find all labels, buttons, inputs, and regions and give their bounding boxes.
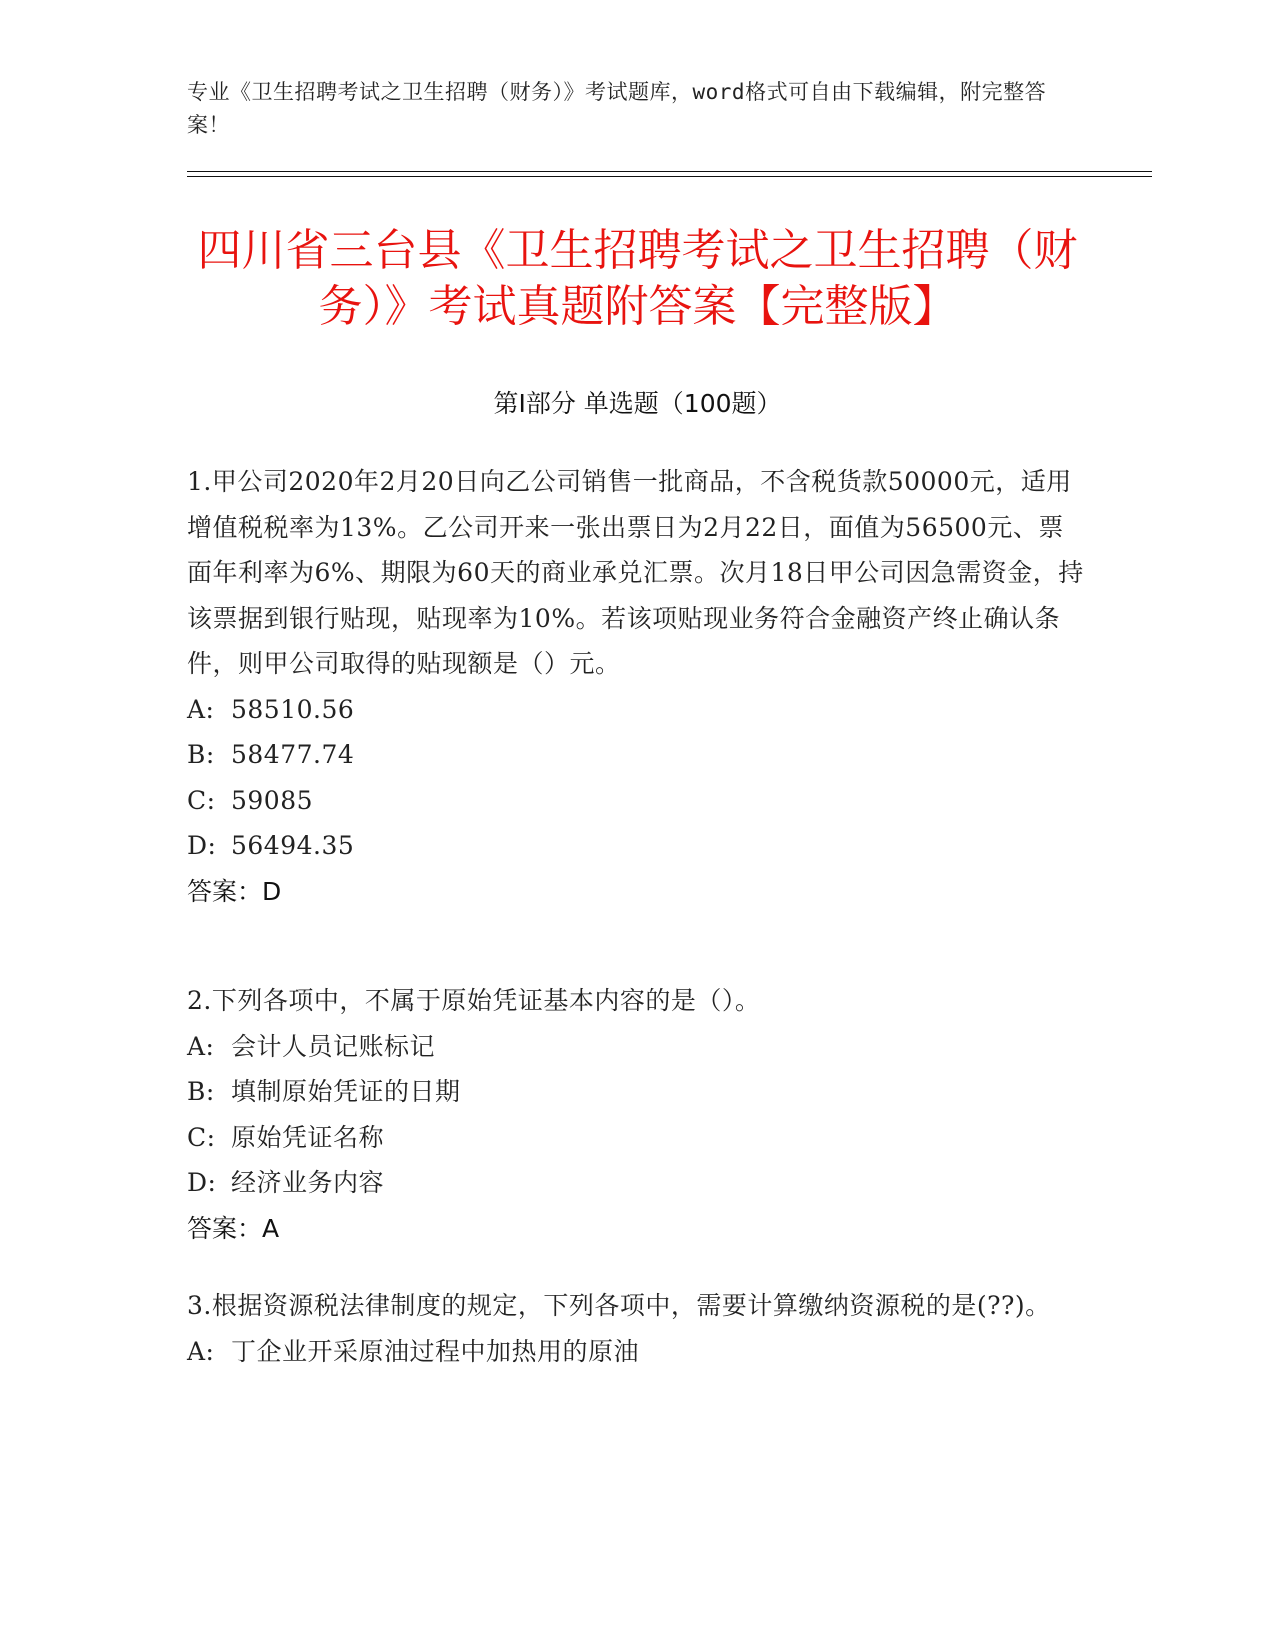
option-key: A: [187,694,215,724]
option-key: A: [187,1031,215,1061]
option-a [187,1024,1087,1070]
option-key: D: [187,1168,217,1197]
option-text: 填制原始凭证的日期 [231,1077,461,1106]
option-key: D: [187,831,217,860]
section-heading: 第Ⅰ部分 单选题（100题） [493,389,782,418]
answer-line: 答案：A [187,1213,280,1243]
option-text: 58510.56 [231,694,355,724]
option-c [187,778,1087,824]
option-text: 会计人员记账标记 [231,1031,436,1061]
header-note: 专业《卫生招聘考试之卫生招聘（财务）》考试题库，word格式可自由下载编辑，附完整答案！ [187,80,1047,137]
option-text: 56494.35 [231,831,355,860]
option-text: 59085 [231,785,314,815]
option-key: B: [187,740,215,769]
answer-line: 答案：D [187,876,282,906]
question-1 [187,459,1087,914]
option-text: 经济业务内容 [231,1168,385,1197]
question-stem: 3.根据资源税法律制度的规定，下列各项中，需要计算缴纳资源税的是(??)。 [187,1291,1051,1320]
header-divider-top [187,171,1152,172]
option-text: 丁企业开采原油过程中加热用的原油 [231,1336,640,1366]
option-c [187,1115,1087,1161]
option-d [187,1160,1087,1206]
question-stem: 2.下列各项中，不属于原始凭证基本内容的是（）。 [187,986,761,1015]
option-key: C: [187,785,216,815]
option-d [187,823,1087,869]
question-3 [187,1283,1087,1374]
option-text: 58477.74 [231,740,355,769]
option-key: C: [187,1122,216,1152]
document-title: 四川省三台县《卫生招聘考试之卫生招聘（财务）》考试真题附答案【完整版】 [197,225,1078,332]
option-a [187,1329,1087,1375]
option-b [187,1069,1087,1115]
option-text: 原始凭证名称 [231,1122,385,1152]
option-key: B: [187,1077,215,1106]
question-stem: 1.甲公司2020年2月20日向乙公司销售一批商品，不含税货款50000元，适用增值税税率为13%。乙公司开来一张出票日为2月22日，面值为56500元、票面年利率为6%、期限为60天的商业承兑汇票。次月18日甲公司因急需资金，持该票据到银行贴现，贴现率为10%。若该项贴现业务符合金融资产终止确认条件，则甲公司取得的贴现额是（）元。 [187,467,1084,678]
option-key: A: [187,1336,215,1366]
header-divider-bottom [187,176,1152,177]
option-a [187,687,1087,733]
option-b [187,732,1087,778]
question-2 [187,978,1087,1251]
